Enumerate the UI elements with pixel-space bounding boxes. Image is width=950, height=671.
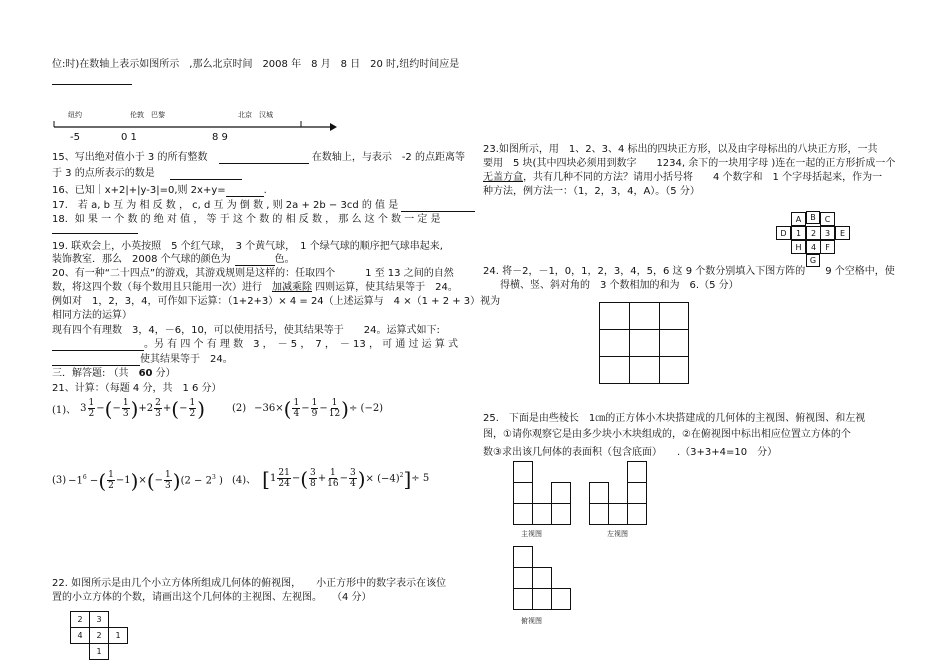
q17-label: 17. 若 a, b 互 为 相 反 数 ， c, d 互 为 倒 数 , 则 2a + 2b − 3cd 的 值 是	[52, 200, 399, 211]
front-view-caption: 主视图	[521, 530, 542, 538]
q24-text-a: 24. 将－2，－1，0，1，2，3，4，5，6 这 9 个数分别填入下图方阵的 9 个空格中，使	[483, 266, 895, 277]
q17-text	[52, 199, 475, 212]
top-view-square	[513, 546, 533, 568]
q23-text-b: 要用 5 块(其中四块必须用到数字 1234, 余下的一块用字母 )连在一起的正方形折成一个	[483, 158, 896, 169]
q23-text-d: 种方法，例方法一：（1，2，3，4，A）。（5 分）	[483, 186, 700, 197]
net-cell-2: 2	[806, 226, 821, 240]
top-view-cell: 3	[89, 611, 109, 628]
top-view-square	[551, 588, 571, 610]
left-view-square	[589, 503, 609, 525]
top-view-cell: 4	[70, 627, 90, 644]
axis-label-newyork: 纽约	[68, 111, 82, 119]
front-view-square	[551, 503, 571, 525]
q20-part2: 四则运算，使其结果等于 24。	[312, 282, 458, 293]
calc-2: (2) −36× ( $\frac{1}{4}$ − $\frac{1}{9}$ − $\frac{1}{12}$ ) ÷ (−2)	[232, 396, 384, 421]
q15-text-b	[52, 167, 242, 180]
q23-underlined: 无盖方盒	[483, 172, 523, 183]
calc-3: (3) $-1^6$ − ( $\frac{1}{2}$ −1 ) × ( − $\frac{1}{3}$ ) ($2 - 2^3$ )	[52, 468, 223, 493]
q18-label: 18．如 果 一 个 数 的 绝 对 值 ， 等 于 这 个 数 的 相 反 数 ， 那 么 这 个 数 一 定 是	[52, 214, 441, 225]
front-view-square	[513, 461, 533, 483]
q20-text-g	[52, 353, 233, 366]
q14-text: 位:时)在数轴上表示如图所示 ,那么北京时间 2008 年 8 月 8 日 20 时,纽约时间应是	[52, 59, 460, 70]
q15-blank-2[interactable]	[170, 170, 242, 180]
front-view-square	[532, 503, 552, 525]
axis-tick-neg5: -5	[70, 132, 80, 143]
top-view-cell: 2	[89, 627, 109, 644]
top-view-caption: 俯视图	[521, 617, 542, 625]
q15-text-a	[52, 151, 465, 164]
number-line	[52, 118, 337, 132]
axis-label-london-paris: 伦敦 巴黎	[130, 111, 165, 119]
q19-suffix: 色。	[274, 254, 295, 265]
q19-blank[interactable]	[235, 256, 275, 266]
left-view-square	[627, 503, 647, 525]
section3-points: 60	[138, 368, 153, 379]
section3-heading	[52, 367, 176, 380]
top-view-square	[513, 567, 533, 589]
net-cell-F: F	[820, 240, 835, 254]
section3-prefix: 三．解答题: （共	[52, 368, 139, 379]
q20-blank-2[interactable]	[52, 356, 140, 366]
calc-2-label: (2)	[232, 403, 247, 414]
top-view-square	[532, 567, 552, 589]
q20-text-e: 现有四个有理数 3，4，－6，10，可以使用括号，使其结果等于 24。运算式如下:	[52, 325, 440, 336]
net-cell-4: 4	[806, 240, 821, 254]
q25-text-c: 数③求出该几何体的表面积（包含底面） .（3+3+4=10 分）	[483, 447, 778, 458]
q25-text-b: 图，①请你观察它是由多少块小木块组成的，②在俯视图中标出相应位置立方体的个	[483, 429, 851, 440]
axis-tick-8-9: 8 9	[212, 132, 228, 143]
front-view-square	[513, 482, 533, 504]
q15-part-a: 15、写出绝对值小于 3 的所有整数	[52, 152, 208, 163]
top-view-cell: 1	[89, 643, 109, 660]
net-cell-D: D	[776, 226, 791, 240]
q20-text-a: 20、有一种“二十四点”的游戏，其游戏规则是这样的：任取四个 1 至 13 之间的自然	[52, 268, 454, 279]
net-cell-B: B	[806, 211, 820, 224]
left-view-caption: 左视图	[607, 530, 628, 538]
q20-text-f	[52, 338, 458, 351]
magic-square-grid[interactable]	[599, 302, 689, 384]
top-view-cell: 2	[70, 611, 90, 628]
q20-text-b	[52, 281, 458, 294]
calc-1: (1)、 3 $\frac{1}{2}$ − ( − $\frac{1}{3}$ ) +2 $\frac{2}{3}$ + ( − $\frac{1}{2}$ )	[52, 396, 206, 421]
front-view-square	[513, 503, 533, 525]
q17-blank[interactable]	[401, 202, 475, 212]
q23-text-c	[483, 171, 882, 184]
q25-text-a: 25. 下面是由些棱长 1㎝的正方体小木块搭建成的几何体的主视图、俯视图、和左视	[483, 413, 866, 424]
q21-heading: 21、计算：（每题 4 分，共 1 6 分）	[52, 383, 222, 394]
q20-part-g: 使其结果等于 24。	[140, 354, 233, 365]
net-cell-H: H	[791, 240, 806, 254]
net-cell-A: A	[791, 212, 806, 226]
net-cell-E: E	[835, 226, 850, 240]
front-view-square	[551, 482, 571, 504]
left-view-square	[589, 482, 609, 504]
q19-label: 装饰教室．那么 2008 个气球的颜色为	[52, 254, 231, 265]
q15-blank-1[interactable]	[219, 154, 309, 164]
q15-part-b: 在数轴上，与表示 -2 的点距离等	[311, 152, 465, 163]
q20-blank-1[interactable]	[52, 341, 144, 351]
q20-text-c: 例如对 1，2，3，4，可作如下运算：（1+2+3）× 4 = 24（上述运算与 4 ×（1 + 2 + 3）视为	[52, 296, 501, 307]
q19-text-b	[52, 253, 295, 266]
net-cell-1: 1	[791, 226, 806, 240]
q23-text-a: 23.如图所示，用 1、2、3、4 标出的四块正方形，以及由字母标出的八块正方形，一共	[483, 144, 878, 155]
q16-blank[interactable]	[226, 187, 264, 197]
top-view-square	[532, 588, 552, 610]
q22-text-b: 置的小立方体的个数，请画出这个几何体的主视图、左视图。 （4 分）	[52, 592, 372, 603]
q16-text: 16、已知｜x+2|+|y-3|=0,则 2x+y= .	[52, 185, 267, 196]
calc-3-label: (3)	[52, 475, 67, 486]
q18-text	[52, 213, 441, 226]
q24-text-b: 得横、竖、斜对角的 3 个数相加的和为 6.（5 分）	[500, 280, 739, 291]
q20-part1: 数，将这四个数（每个数用且只能用一次）进行	[52, 282, 272, 293]
section3-suffix: 分）	[152, 368, 176, 379]
left-view-square	[627, 482, 647, 504]
top-view-square	[513, 588, 533, 610]
q19-text-a: 19. 联欢会上，小英按照 5 个红气球， 3 个黄气球， 1 个绿气球的顺序把气球串起来,	[52, 241, 443, 252]
calc-1-label: (1)、	[52, 405, 77, 416]
q20-text-d: 相同方法的运算）	[52, 310, 132, 321]
net-cell-G: G	[806, 254, 820, 267]
top-view-cell: 1	[108, 627, 128, 644]
q18-blank[interactable]	[52, 233, 138, 234]
q16-label: 16、已知｜x+2|+|y-3|=0,则 2x+y=	[52, 185, 226, 196]
calc-4-label: (4)、	[232, 475, 257, 486]
calc-4: (4)、 [ 1 $\frac{21}{24}$ − ( $\frac{3}{8}$ + $\frac{1}{16}$ − $\frac{3}{4}$ ) × $(-4)^2$ ] ÷ 5	[232, 466, 430, 491]
q15-part-c: 于 3 的点所表示的数是	[52, 168, 155, 179]
net-cell-3: 3	[820, 226, 835, 240]
left-view-square	[608, 503, 628, 525]
q20-underlined-ops: 加减乘除	[272, 282, 312, 293]
axis-label-beijing-seoul: 北京 汉城	[238, 111, 273, 119]
q23-part-c: ，共有几种不同的方法？请用小括号将 4 个数字和 1 个字母括起来，作为一	[523, 172, 883, 183]
q14-answer-blank[interactable]	[52, 84, 132, 85]
q22-text-a: 22. 如图所示是由几个小立方体所组成几何体的俯视图， 小正方形中的数字表示在该位	[52, 578, 447, 589]
q20-part-f: 。另 有 四 个 有 理 数 3 ， － 5 ， 7 ， － 13 ， 可 通 过 运 算 式	[144, 339, 459, 350]
axis-tick-0-1: 0 1	[121, 132, 137, 143]
net-cell-C: C	[820, 212, 835, 226]
left-view-square	[627, 461, 647, 483]
